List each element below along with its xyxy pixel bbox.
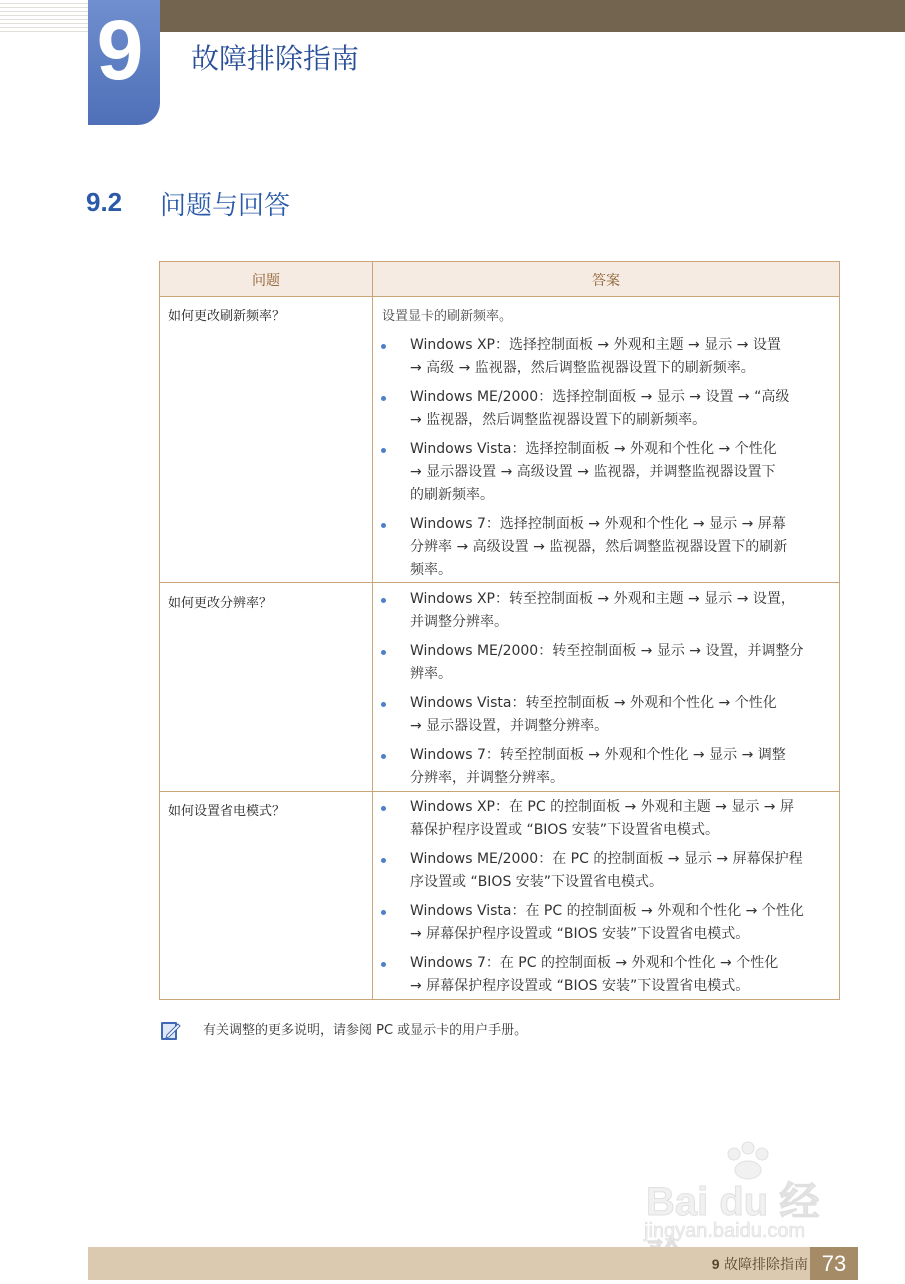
list-item-line: Windows Vista：转至控制面板 → 外观和个性化 → 个性化: [410, 695, 777, 711]
list-item-line: Windows XP：在 PC 的控制面板 → 外观和主题 → 显示 → 屏: [410, 799, 794, 815]
bullet-dot-icon: [381, 523, 386, 528]
list-item-line: 辨率。: [410, 666, 452, 682]
header-bar-stripes: [0, 0, 88, 32]
note-pencil-icon: [160, 1020, 182, 1042]
list-item-line: Windows 7：转至控制面板 → 外观和个性化 → 显示 → 调整: [410, 747, 786, 763]
list-item-line: Windows ME/2000：转至控制面板 → 显示 → 设置，并调整分: [410, 643, 804, 659]
list-item: [376, 588, 834, 634]
list-item: [376, 952, 834, 998]
qa-table: [159, 261, 840, 1000]
footer-chapter: [712, 1254, 808, 1274]
bullet-dot-icon: [381, 858, 386, 863]
bullet-dot-icon: [381, 396, 386, 401]
list-item-line: Windows Vista：选择控制面板 → 外观和个性化 → 个性化: [410, 441, 777, 457]
list-item-line: → 屏幕保护程序设置或 “BIOS 安装”下设置省电模式。: [410, 926, 750, 942]
bullet-dot-icon: [381, 754, 386, 759]
watermark-brand: Bai du 经: [646, 1180, 820, 1224]
footer-chapter-number: 9: [711, 1256, 720, 1272]
list-item-line: → 高级 → 监视器，然后调整监视器设置下的刷新频率。: [410, 360, 755, 376]
bullet-dot-icon: [381, 910, 386, 915]
row-divider: [160, 791, 839, 792]
page-number: 73: [810, 1247, 858, 1280]
row-intro: 设置显卡的刷新频率。: [382, 309, 513, 324]
list-item-line: Windows ME/2000：选择控制面板 → 显示 → 设置 → “高级: [410, 389, 790, 405]
list-item: [376, 386, 834, 432]
list-item-line: Windows 7：选择控制面板 → 外观和个性化 → 显示 → 屏幕: [410, 516, 786, 532]
list-item-line: 频率。: [410, 562, 452, 578]
list-item: [376, 848, 834, 894]
row-question: 如何更改刷新频率？: [168, 309, 286, 324]
list-item-line: 并调整分辨率。: [410, 614, 508, 630]
header-question: 问题: [252, 273, 280, 289]
list-item-line: → 屏幕保护程序设置或 “BIOS 安装”下设置省电模式。: [410, 978, 750, 994]
bullet-dot-icon: [381, 448, 386, 453]
baidu-watermark: [640, 1140, 855, 1245]
chapter-badge: [88, 0, 160, 125]
watermark-url: jingyan.baidu.com: [644, 1220, 806, 1242]
bullet-dot-icon: [381, 806, 386, 811]
list-item-line: 序设置或 “BIOS 安装”下设置省电模式。: [410, 874, 664, 890]
bullet-dot-icon: [381, 702, 386, 707]
note-text: 有关调整的更多说明，请参阅 PC 或显示卡的用户手册。: [203, 1023, 528, 1038]
list-item-line: 分辨率，并调整分辨率。: [410, 770, 564, 786]
bullet-dot-icon: [381, 598, 386, 603]
list-item: [376, 744, 834, 790]
list-item-line: Windows XP：转至控制面板 → 外观和主题 → 显示 → 设置，: [410, 591, 795, 607]
list-item: [376, 640, 834, 686]
table-header: [160, 262, 839, 297]
bullet-dot-icon: [381, 650, 386, 655]
header-answer: 答案: [592, 273, 620, 289]
list-item: [376, 438, 834, 507]
bullet-dot-icon: [381, 344, 386, 349]
answer-list: [376, 588, 834, 790]
list-item-line: Windows ME/2000：在 PC 的控制面板 → 显示 → 屏幕保护程: [410, 851, 803, 867]
answer-list: [376, 796, 834, 998]
list-item-line: 幕保护程序设置或 “BIOS 安装”下设置省电模式。: [410, 822, 720, 838]
list-item: [376, 796, 834, 842]
list-item: [376, 334, 834, 380]
footer-chapter-title: 故障排除指南: [724, 1257, 808, 1273]
list-item-line: 分辨率 → 高级设置 → 监视器，然后调整监视器设置下的刷新: [410, 539, 788, 555]
section-number: 9.2: [86, 187, 123, 217]
answer-list: [376, 334, 834, 582]
list-item-line: → 显示器设置，并调整分辨率。: [410, 718, 609, 734]
list-item: [376, 513, 834, 582]
list-item-line: → 监视器，然后调整监视器设置下的刷新频率。: [410, 412, 707, 428]
list-item: [376, 692, 834, 738]
bullet-dot-icon: [381, 962, 386, 967]
list-item-line: Windows Vista：在 PC 的控制面板 → 外观和个性化 → 个性化: [410, 903, 804, 919]
section-title: 问题与回答: [160, 191, 291, 221]
row-divider: [160, 582, 839, 583]
list-item-line: → 显示器设置 → 高级设置 → 监视器，并调整监视器设置下: [410, 464, 776, 480]
row-question: 如何设置省电模式？: [168, 804, 286, 819]
list-item: [376, 900, 834, 946]
chapter-number: 9: [96, 3, 144, 97]
list-item-line: Windows 7：在 PC 的控制面板 → 外观和个性化 → 个性化: [410, 955, 779, 971]
list-item-line: Windows XP：选择控制面板 → 外观和主题 → 显示 → 设置: [410, 337, 781, 353]
row-question: 如何更改分辨率？: [168, 596, 273, 611]
footer-bar: [88, 1247, 818, 1280]
list-item-line: 的刷新频率。: [410, 487, 494, 503]
chapter-title: 故障排除指南: [191, 42, 360, 75]
column-divider: [372, 262, 373, 999]
